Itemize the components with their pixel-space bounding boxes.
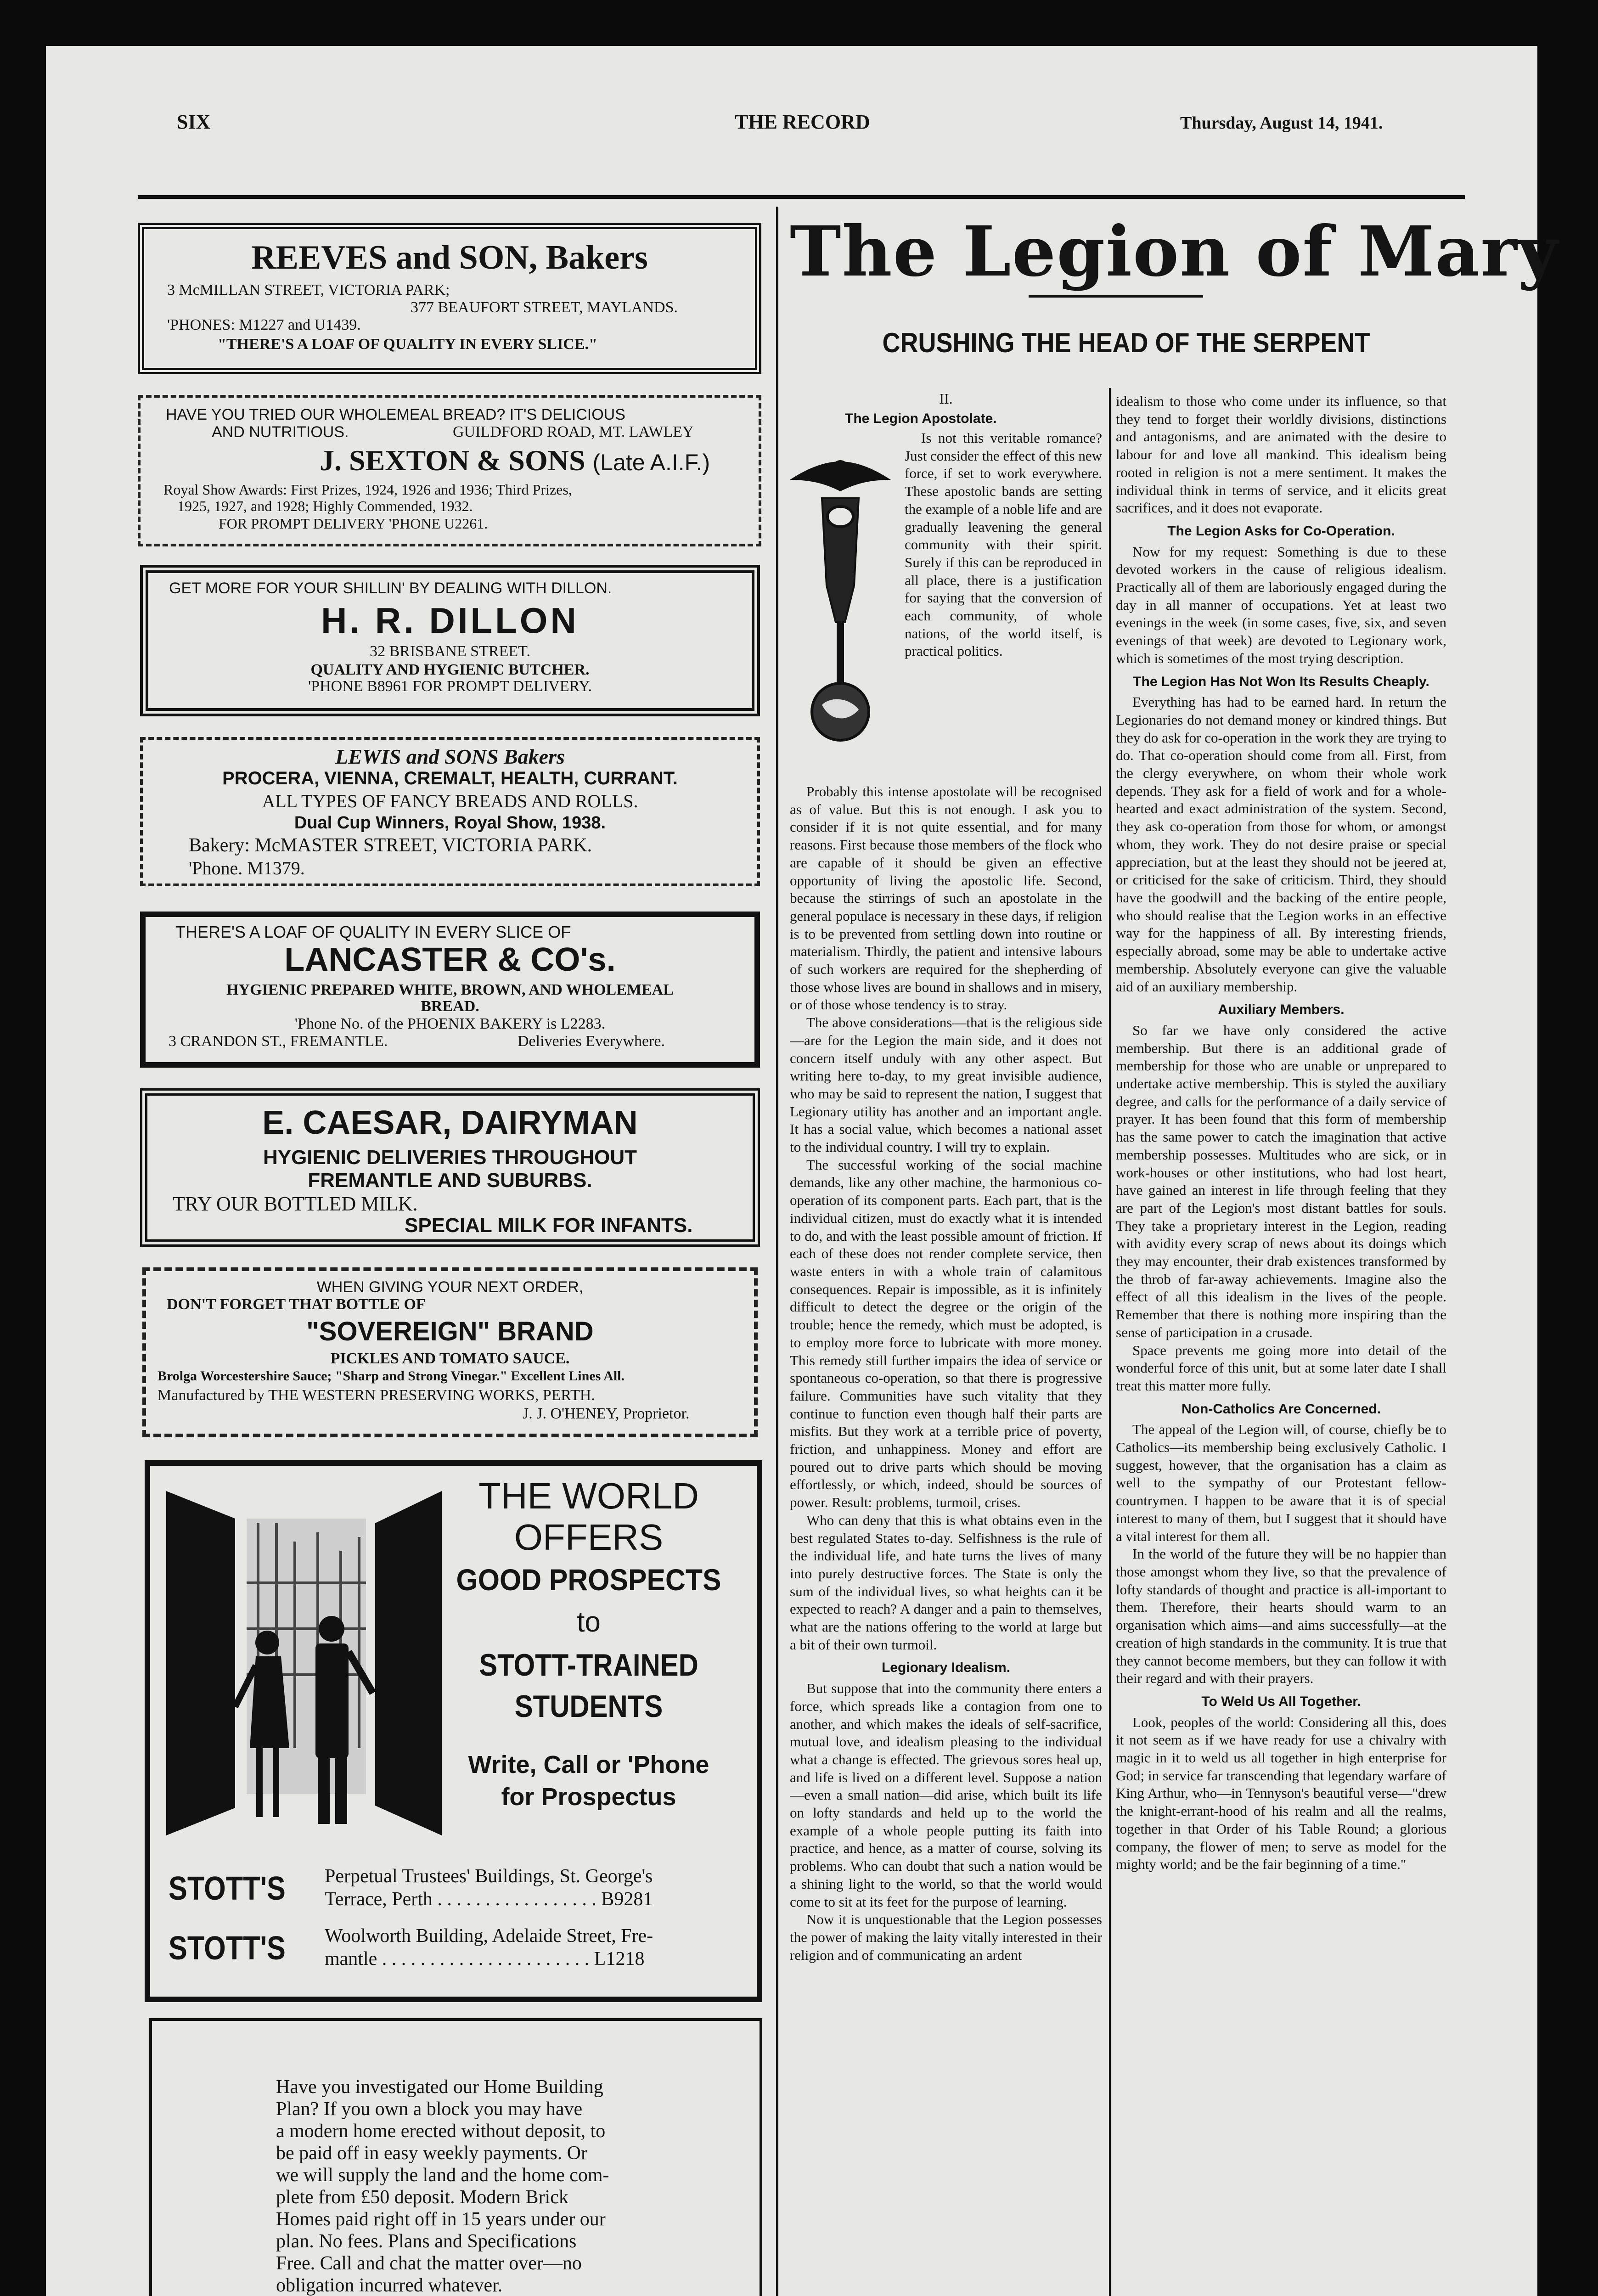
ad-heading: THE WORLD [478,1475,699,1516]
ad-line: a modern home erected without deposit, to [276,2121,606,2142]
stotts-brand: STOTT'S [169,1930,286,1967]
page-number: SIX [177,111,211,133]
ad-line: Royal Show Awards: First Prizes, 1924, 1926 and 1936; Third Prizes, [163,481,572,498]
article-paragraph: Who can deny that this is what obtains even in the best regulated States to-day. Selfishness is the rule of the individual life, and hate turns the lives of many into purely destructive forces. The State is only the sum of the individual lives, so what heights can it be expected to reach? A danger and a pain to themselves, what are the nations offering to the world at large but a bit of their own turmoil. [790,1512,1102,1653]
ad-line: plan. No fees. Plans and Specifications [276,2231,577,2252]
ad-line: Dual Cup Winners, Royal Show, 1938. [294,813,606,833]
article-paragraph: Now for my request: Something is due to these devoted workers in the cause of religious idealism. Practically all of them are laboriously engaged during the day in all manner of occupations. Yet at least two evenings in the week (in some cases, five, six, and seven evenings of that week) are devoted to Legionary work, which is sometimes of the most trying description. [1116,543,1446,666]
ad-line: 3 McMILLAN STREET, VICTORIA PARK; [167,281,450,298]
article-column-1 [790,783,1102,2296]
ad-title: LEWIS and SONS Bakers [335,745,565,768]
ad-dillon [140,565,760,716]
header-rule [138,195,1465,199]
ad-dudley-dwyer [149,2018,762,2296]
ad-title: H. R. DILLON [321,600,579,641]
ad-line: we will supply the land and the home com- [276,2165,609,2186]
ad-line: Deliveries Everywhere. [518,1033,665,1050]
article-column-1-top [905,429,1102,776]
article-paragraph: Is not this veritable romance? Just consider the effect of this new force, if set to work everywhere. These apostolic bands are setting the example of a noble life and are gradually leavening the general community with their spirit. Surely if this can be reproduced in all place, there is a justification for saying that the conversion of each community, of whole nations, of the world itself, is practical politics. [905,430,1102,659]
ad-title: LANCASTER & CO's. [284,941,616,978]
ad-line: HYGIENIC DELIVERIES THROUGHOUT [263,1146,637,1169]
article-paragraph: Probably this intense apostolate will be recognised as of value. But this is not enough. I ask you to consider if it is not quite essential, and for many reasons. First because those members of the flock who are capable of it should be given an effective opportunity of living the apostolic life. Second, because the stirrings of such an apostolate in the general populace is necessary in these days, if religion is to be prevented from settling down into routine or materialism. Thirdly, the patient and intensive labours of such workers are required for the shepherding of those whose lives are bound in shallows and in misery, or of those whose tendency is to stray. [790,783,1102,1013]
ad-lancaster [140,912,760,1068]
ad-heading: OFFERS [514,1517,664,1558]
title-underline [1029,295,1203,298]
ad-line: 3 CRANDON ST., FREMANTLE. [169,1033,388,1050]
ad-line: obligation incurred whatever. [276,2275,503,2296]
ad-title: REEVES and SON, Bakers [251,239,648,276]
ad-line: Manufactured by THE WESTERN PRESERVING WORKS, PERTH. [158,1387,595,1404]
ad-line: 32 BRISBANE STREET. [370,643,530,660]
ad-title: "SOVEREIGN" BRAND [306,1317,594,1346]
section-heading: To Weld Us All Together. [1201,1694,1361,1709]
article-paragraph: The appeal of the Legion will, of course, chiefly be to Catholics—its membership being exclusively Catholic. I suggest, however, that the organisation has a claim as well to the sympathy of our Protestant fellow-countrymen. I happen to be aware that it is of special interest to many of them, but I suggest that it should have a vital interest for them all. [1116,1421,1446,1544]
ad-line: Plan? If you own a block you may have [276,2099,583,2120]
issue-date: Thursday, August 14, 1941. [1180,113,1383,133]
ad-caesar [140,1088,760,1247]
ad-line: THERE'S A LOAF OF QUALITY IN EVERY SLICE OF [175,923,571,941]
ad-lewis [140,737,760,886]
ad-heading: to [577,1606,601,1638]
ad-line: QUALITY AND HYGIENIC BUTCHER. [310,661,590,678]
article-column-rule [1109,388,1111,2296]
article-paragraph: The above considerations—that is the religious side—are for the Legion the main side, and it does not concern itself unduly with any other aspect. But writing here to-day, to my great invisible audience, who may be said to represent the nation, I suggest that Legionary utility has another and an important angle. It has a social value, which becomes a national asset to the individual country. I will try to explain. [790,1014,1102,1155]
ad-line: 'PHONE B8961 FOR PROMPT DELIVERY. [308,678,592,695]
article-paragraph: idealism to those who come under its influence, so that they tend to forget their worldly divisions, distinctions and antagonisms, and are animated with the desire to labour for and love all mankind. This idealism being rooted in religion is not a mere sentiment. It makes the individual think in terms of service, and it elicits great sacrifices, and it does not evaporate. [1116,393,1446,516]
ad-line: FREMANTLE AND SUBURBS. [308,1169,592,1192]
column-rule [776,207,778,2296]
ad-line: plete from £50 deposit. Modern Brick [276,2187,568,2208]
ad-line: PICKLES AND TOMATO SAUCE. [330,1350,570,1367]
article-title: The Legion of Mary [790,211,1559,292]
ad-reeves [138,223,761,374]
ad-title [320,444,710,478]
ad-sovereign [142,1267,758,1437]
ad-line: BREAD. [421,998,479,1015]
ad-line: 377 BEAUFORT STREET, MAYLANDS. [411,299,678,316]
article-paragraph: But suppose that into the community there enters a force, which spreads like a contagion from one to another, and which makes the ideals of self-sacrifice, mutual love, and idealism pleasing to the individual what a change is effected. The grievous sores heal up, and life is lived on a different level. Suppose a nation—even a small nation—did arise, which built its life on lofty standards and held up to the world the example of a whole people putting its faith into practice, and hence, as a matter of course, solving its problems. Who can doubt that such a nation would be a shining light to the world, so that the world would come to sit at its feet for the purpose of learning. [790,1680,1102,1910]
ad-line: HAVE YOU TRIED OUR WHOLEMEAL BREAD? IT'S DELICIOUS [166,406,625,423]
ad-heading: Write, Call or 'Phone [468,1751,709,1778]
ad-heading: for Prospectus [501,1783,676,1811]
article-paragraph: Everything has had to be earned hard. In return the Legionaries do not demand money or kindred things. But they do ask for co-operation in the work they are trying to do. That co-operation should come from all. First, from the clergy everywhere, on whom their whole work depends. They ask for a field of work and for a whole-hearted and exact administration of the system. Second, they ask co-operation from those for whom, or amongst whom, they work. They do not desire praise or special appreciation, but at the least they should not be jeered at, or criticised for the sake of criticism. Third, they should have the goodwill and the backing of the entire people, who should realise that the Legion works in an effective way for the happiness of all. By interesting friends, especially abroad, some may be able to undertake active membership. Absolutely everyone can give the valuable aid of an auxiliary membership. [1116,694,1446,995]
section-heading: The Legion Asks for Co-Operation. [1167,523,1395,539]
article-paragraph: Look, peoples of the world: Considering all this, does it not seem as if we have ready for use a chivalry with magic in it to weld us all together in high enterprise for God; in service far transcending that legendary warfare of King Arthur, who—in Tennyson's beautiful verse—"drew the knight-errant-hood of his realm and all the realms, together in that Order of his Table Round; a glorious company, the flower of men; to serve as model for the mighty world; and be the fair beginning of a time." [1116,1714,1446,1873]
ad-line: Have you investigated our Home Building [276,2077,603,2098]
ad-slogan: "THERE'S A LOAF OF QUALITY IN EVERY SLICE." [218,336,597,353]
ad-line: Terrace, Perth . . . . . . . . . . . . . . . . . B9281 [325,1889,653,1910]
ad-line: J. J. O'HENEY, Proprietor. [523,1405,690,1422]
ad-line: mantle . . . . . . . . . . . . . . . . . . . . . . L1218 [325,1948,645,1970]
article-part: II. [939,390,953,407]
ad-title: E. CAESAR, DAIRYMAN [262,1104,638,1141]
ad-line: be paid off in easy weekly payments. Or [276,2143,588,2164]
ad-line: Woolworth Building, Adelaide Street, Fre- [325,1925,653,1947]
ad-line: 'Phone. M1379. [189,858,305,878]
ad-line: 'PHONES: M1227 and U1439. [167,316,361,333]
article-paragraph: Space prevents me going more into detail of the wonderful force of this unit, but at some later date I shall treat this matter more fully. [1116,1342,1446,1394]
ad-title-suffix: (Late A.I.F.) [592,450,710,475]
ad-heading: STOTT-TRAINED [479,1648,698,1683]
ad-line: SPECIAL MILK FOR INFANTS. [405,1214,693,1237]
ad-line: TRY OUR BOTTLED MILK. [173,1193,418,1215]
legion-standard-emblem [785,448,895,742]
ad-line: FOR PROMPT DELIVERY 'PHONE U2261. [219,515,488,532]
ad-line: Homes paid right off in 15 years under our [276,2209,606,2230]
section-heading: The Legion Has Not Won Its Results Cheaply. [1133,674,1429,689]
ad-line: 1925, 1927, and 1928; Highly Commended, 1932. [177,498,473,514]
ad-stotts [145,1460,762,2002]
ad-line: DON'T FORGET THAT BOTTLE OF [167,1296,426,1313]
ad-line: GET MORE FOR YOUR SHILLIN' BY DEALING WITH DILLON. [169,580,612,597]
ad-line: PROCERA, VIENNA, CREMALT, HEALTH, CURRANT. [222,768,678,788]
ad-title-text: J. SEXTON & SONS [320,444,585,477]
ad-line: Brolga Worcestershire Sauce; "Sharp and Strong Vinegar." Excellent Lines All. [158,1368,625,1384]
ad-heading: STUDENTS [514,1689,663,1724]
ad-line: AND NUTRITIOUS. [212,423,349,441]
article-paragraph: The successful working of the social machine demands, like any other machine, the harmonious co-operation of its component parts. Each part, that is the individual citizen, must do exactly what it is intended to do, and with the least possible amount of friction. If each of these does not render complete service, then waste enters in with a whole train of calamitous consequences. Repair is impossible, as it is infinitely difficult to detect the degree or the origin of the trouble; hence the remedy, which must be adopted, is to employ more force to lubricate with more money. This remedy still further impairs the idea of service or spontaneous co-operation, so that there is progressive failure. Communities have such vitality that they continue to function even though half their parts are misfits. But they work at a terrible price of poverty, friction, and unhappiness. Money and effort are poured out to drive parts which should be moving effortlessly, or which, indeed, should be sources of power. Result: problems, turmoil, crises. [790,1156,1102,1511]
stotts-brand: STOTT'S [169,1870,286,1907]
article-column-2 [1116,393,1446,2296]
ad-heading: GOOD PROSPECTS [456,1563,721,1597]
article-paragraph: So far we have only considered the active membership. But there is an additional grade of membership for those who are unable or unprepared to undertake active membership. This is styled the auxiliary degree, and calls for the performance of a daily service of prayer. It has been found that this form of membership has the same power to catch the imagination that active membership possesses. Multitudes who are sick, or in work-houses or other institutions, who had lost heart, have gained an interest in life through feeling that they are part of the Legion's most distant battles for souls. They take a proprietary interest in the Legion, reading with avidity every scrap of news about its doings which they may encounter, their drab existences transformed by the throb of far-away achievements. Imagine also the effect of all this idealism in the lives of the people. Remember that there is nothing more inspiring than the sense of participation in a crusade. [1116,1022,1446,1340]
article-subtitle: CRUSHING THE HEAD OF THE SERPENT [882,327,1370,358]
ad-line: 'Phone No. of the PHOENIX BAKERY is L2283. [294,1015,606,1032]
ad-sexton [138,395,761,546]
newspaper-name: THE RECORD [735,111,870,133]
ad-line: Free. Call and chat the matter over—no [276,2253,582,2274]
section-heading: Non-Catholics Are Concerned. [1182,1401,1381,1417]
ad-line: WHEN GIVING YOUR NEXT ORDER, [316,1278,584,1296]
doorway-illustration [166,1491,442,1835]
section-heading: Legionary Idealism. [881,1660,1011,1676]
article-paragraph: Now it is unquestionable that the Legion possesses the power of making the laity vitally interested in their religion and of communicating an ardent [790,1911,1102,1963]
ad-line: GUILDFORD ROAD, MT. LAWLEY [453,423,694,440]
ad-line: Bakery: McMASTER STREET, VICTORIA PARK. [189,835,592,856]
article-paragraph: In the world of the future they will be no happier than those amongst whom they live, so that the prevalence of lofty standards of thought and practice is all-important to them. Therefore, their hearts should warm to an organisation which aims—and aims successfully—at the creation of high standards in the community. It is true that they cannot become members, but they can follow it with their regard and with their prayers. [1116,1546,1446,1687]
section-heading: Auxiliary Members. [1218,1002,1345,1018]
ad-line: Perpetual Trustees' Buildings, St. George's [325,1866,653,1887]
ad-line: ALL TYPES OF FANCY BREADS AND ROLLS. [262,791,638,811]
ad-line: HYGIENIC PREPARED WHITE, BROWN, AND WHOLEMEAL [226,981,674,998]
section-heading: The Legion Apostolate. [845,411,997,426]
